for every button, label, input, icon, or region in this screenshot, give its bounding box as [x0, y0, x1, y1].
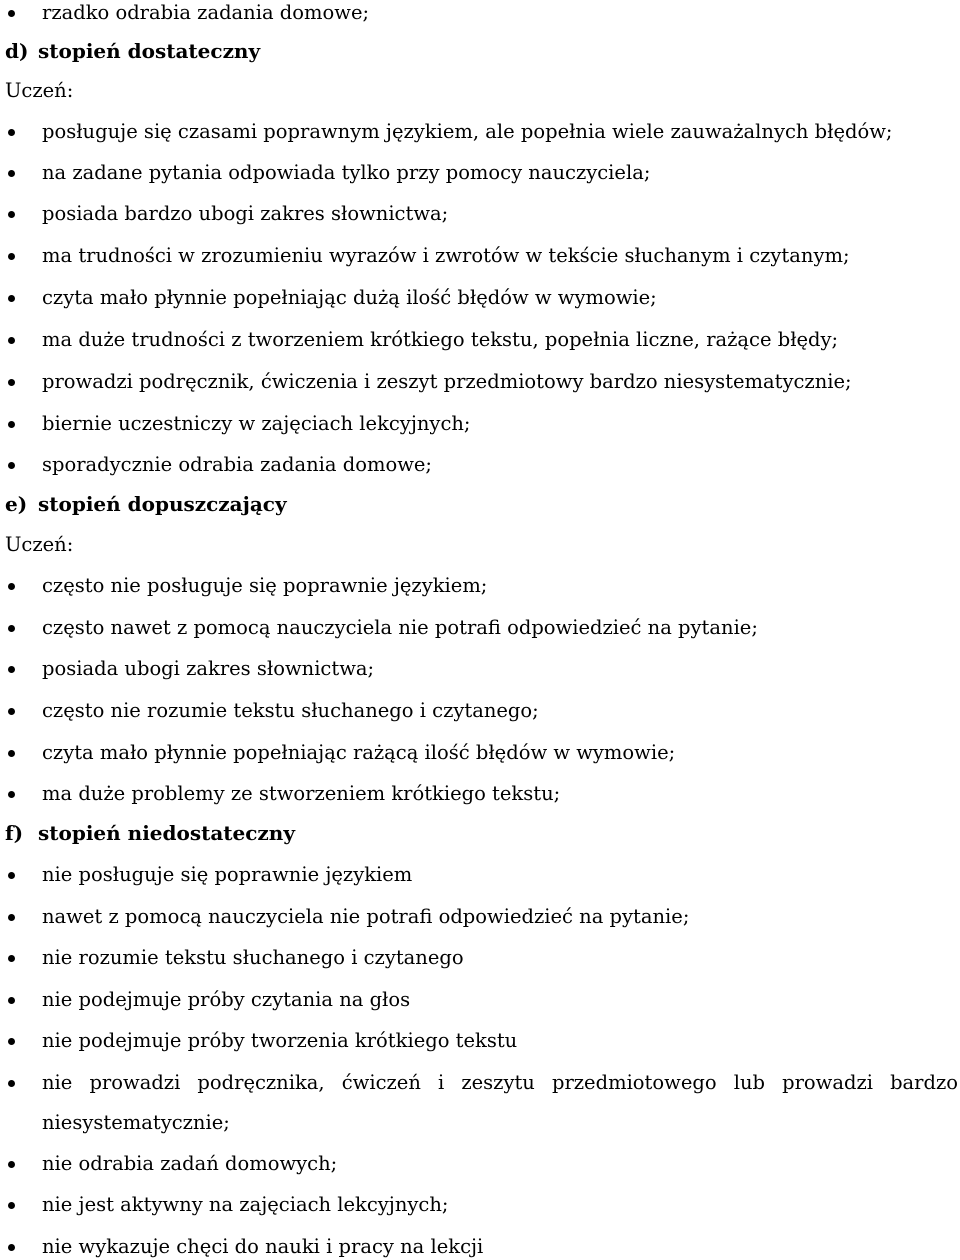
- bullet-icon: [8, 955, 15, 962]
- section-subject: Uczeń:: [5, 533, 74, 556]
- justified-item-text: nie prowadzi podręcznika, ćwiczeń i zeszytu przedmiotowego lub prowadzi bardzo: [42, 1071, 958, 1094]
- bullet-icon: [8, 295, 15, 302]
- section-heading-e: e) stopień dopuszczający: [5, 492, 287, 516]
- bullet-icon: [8, 10, 15, 17]
- bullet-icon: [8, 708, 15, 715]
- bullet-icon: [8, 421, 15, 428]
- bullet-icon: [8, 1161, 15, 1168]
- bullet-icon: [8, 1202, 15, 1209]
- bullet-icon: [8, 462, 15, 469]
- bullet-icon: [8, 625, 15, 632]
- bullet-icon: [8, 791, 15, 798]
- bullet-icon: [8, 583, 15, 590]
- bullet-icon: [8, 872, 15, 879]
- bullet-icon: [8, 1080, 15, 1087]
- bullet-icon: [8, 337, 15, 344]
- section-subject: Uczeń:: [5, 79, 74, 102]
- section-heading-f: f) stopień niedostateczny: [5, 821, 295, 845]
- section-heading-d: d) stopień dostateczny: [5, 39, 261, 63]
- bullet-icon: [8, 379, 15, 386]
- bullet-icon: [8, 211, 15, 218]
- bullet-icon: [8, 750, 15, 757]
- bullet-icon: [8, 997, 15, 1004]
- bullet-icon: [8, 170, 15, 177]
- bullet-icon: [8, 1244, 15, 1251]
- bullet-icon: [8, 914, 15, 921]
- bullet-icon: [8, 129, 15, 136]
- bullet-icon: [8, 1038, 15, 1045]
- bullet-icon: [8, 666, 15, 673]
- bullet-icon: [8, 253, 15, 260]
